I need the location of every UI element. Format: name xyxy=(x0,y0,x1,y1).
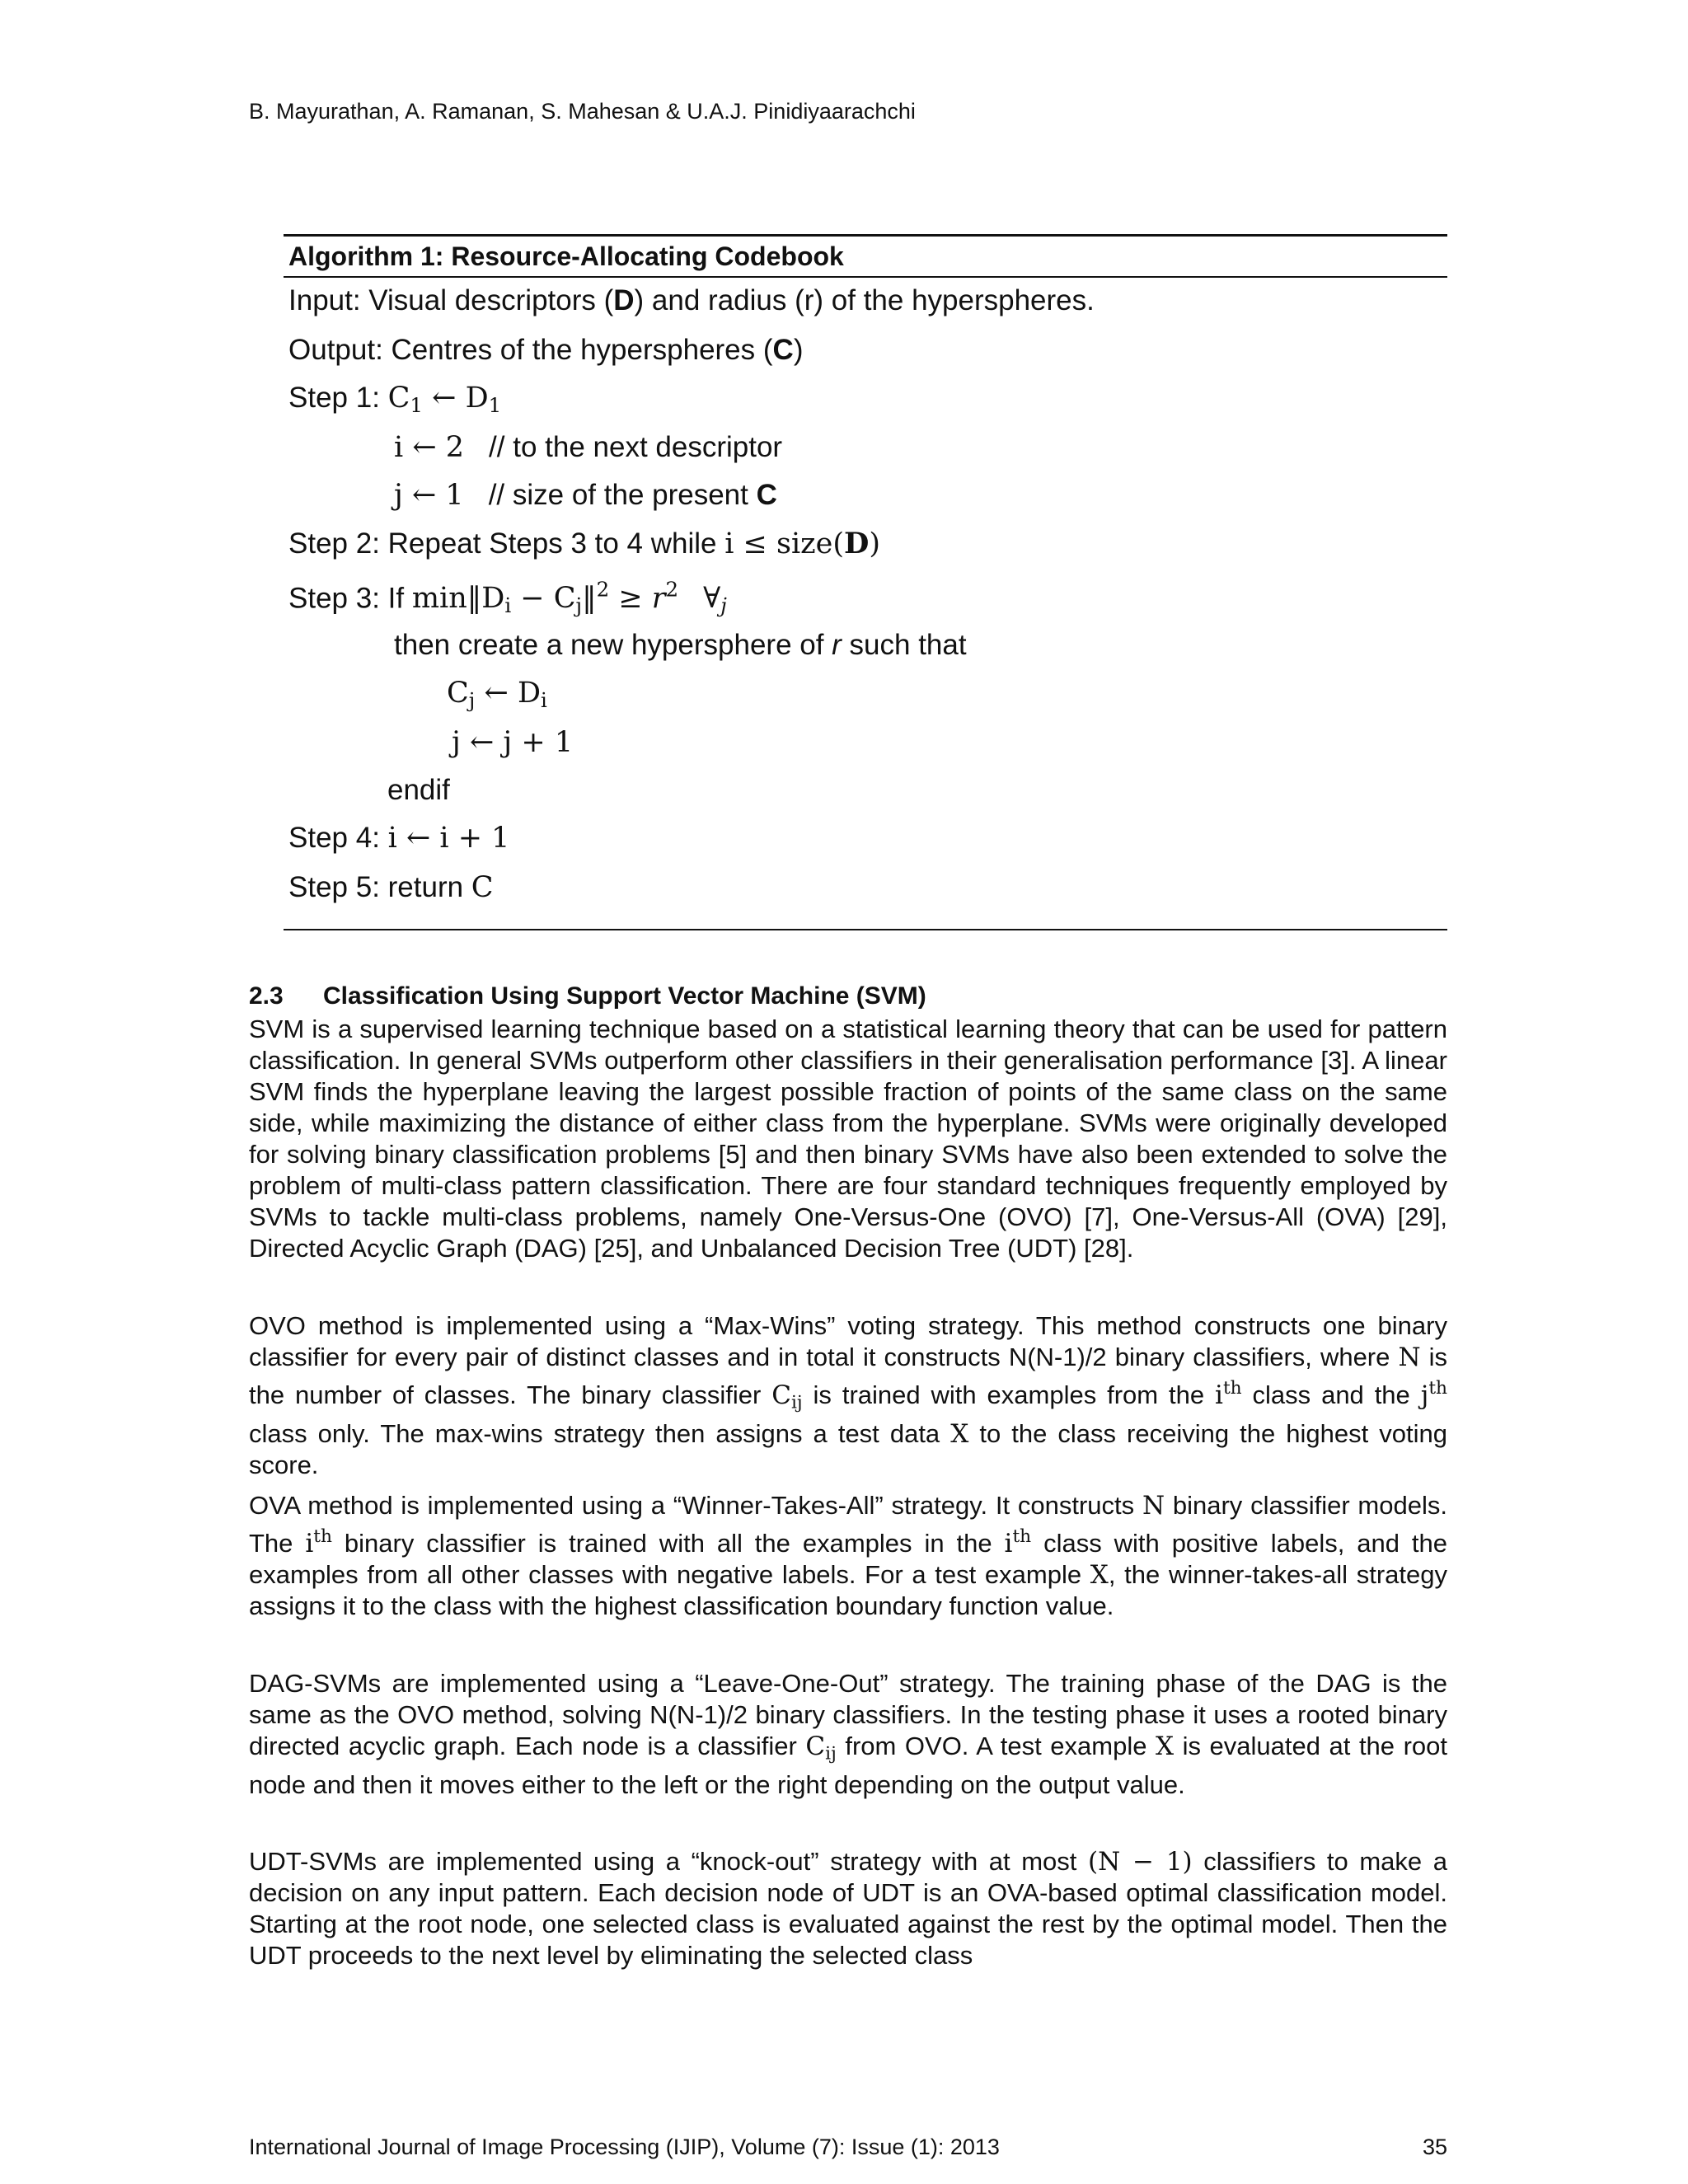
paragraph-ovo: OVO method is implemented using a “Max-Wins” voting strategy. This method constructs one binary classifier for every pair of distinct classes and in total it constructs N(N-1)/2 binary classifiers, where N is the number of classes. The binary classifier $C_{ij}$ is trained with examples from the $i^{th}$ class and the $j^{th}$ class only. The max-wins strategy then assigns a test data X to the class receiving the highest voting score. xyxy=(249,1311,1448,1480)
paragraph-ova: OVA method is implemented using a “Winner-Takes-All” strategy. It constructs N binary classifier models. The $i^{th}$ binary classifier is trained with all the examples in the $i^{th}$ class with positive labels, and the examples from all other classes with negative labels. For a test example X, the winner-takes-all strategy assigns it to the class with the highest classification boundary function value. xyxy=(249,1491,1448,1620)
algorithm-step-1: Step 1: $C_1$ ← $D_1$ xyxy=(288,382,502,418)
algorithm-input: Input: Visual descriptors (D) and radius (r) of the hyperspheres. xyxy=(288,284,1095,316)
running-header: B. Mayurathan, A. Ramanan, S. Mahesan & U.A.J. Pinidiyaarachchi xyxy=(249,99,916,124)
running-footer xyxy=(249,2135,1447,2160)
algorithm-step-2: Step 2: Repeat Steps 3 to 4 while i ≤ size(D) xyxy=(288,527,880,560)
algorithm-step-5: Step 5: return C xyxy=(288,871,494,904)
paragraph-svm-intro: SVM is a supervised learning technique based on a statistical learning theory that can be used for pattern classification. In general SVMs outperform other classifiers in their generalisation performance [3]. A linear SVM finds the hyperplane leaving the largest possible fraction of points of the same class on the same side, while maximizing the distance of either class from the hyperplane. SVMs were originally developed for solving binary classification problems [5] and then binary SVMs have also been extended to solve the problem of multi-class pattern classification. There are four standard techniques frequently employed by SVMs to tackle multi-class problems, namely One-Versus-One (OVO) [7], One-Versus-All (OVA) [29], Directed Acyclic Graph (DAG) [25], and Unbalanced Decision Tree (UDT) [28]. xyxy=(249,1015,1447,1263)
paragraph-udt: UDT-SVMs are implemented using a “knock-out” strategy with at most (N − 1) classifiers to make a decision on any input pattern. Each decision node of UDT is an OVA-based optimal classification model. Starting at the root node, one selected class is evaluated against the rest by the optimal model. Then the UDT proceeds to the next level by eliminating the selected class xyxy=(249,1847,1447,1970)
algorithm-body xyxy=(284,278,1447,929)
algorithm-init-j: j ← 1 // size of the present C xyxy=(394,479,777,512)
algorithm-then: then create a new hypersphere of r such that xyxy=(394,629,967,661)
section-heading: 2.3 Classification Using Support Vector Machine (SVM) xyxy=(249,982,926,1010)
page-number: 35 xyxy=(1422,2135,1447,2159)
journal-citation: International Journal of Image Processing (IJIP), Volume (7): Issue (1): 2013 xyxy=(249,2135,1000,2159)
algorithm-assign-center: $C_j$ ← $D_i$ xyxy=(447,677,547,713)
algorithm-bottom-rule xyxy=(284,929,1447,930)
paragraph-dag: DAG-SVMs are implemented using a “Leave-One-Out” strategy. The training phase of the DAG is the same as the OVO method, solving N(N-1)/2 binary classifiers. In the testing phase it uses a rooted binary directed acyclic graph. Each node is a classifier $C_{ij}$ from OVO. A test example X is evaluated at the root node and then it moves either to the left or the right depending on the output value. xyxy=(249,1669,1448,1800)
algorithm-output: Output: Centres of the hyperspheres (C) xyxy=(288,334,804,366)
algorithm-box xyxy=(284,234,1447,930)
algorithm-increment-j: j ← j + 1 xyxy=(452,726,574,759)
algorithm-endif: endif xyxy=(387,774,450,806)
algorithm-title: Algorithm 1: Resource-Allocating Codebook xyxy=(288,241,844,271)
algorithm-step-3: Step 3: If $\min‖D_i$ − $C_j‖^2 \ge r^2$ $\forall_j$ xyxy=(288,578,727,618)
algorithm-step-4: Step 4: i ← i + 1 xyxy=(288,822,510,855)
algorithm-init-i: i ← 2 // to the next descriptor xyxy=(394,431,783,464)
